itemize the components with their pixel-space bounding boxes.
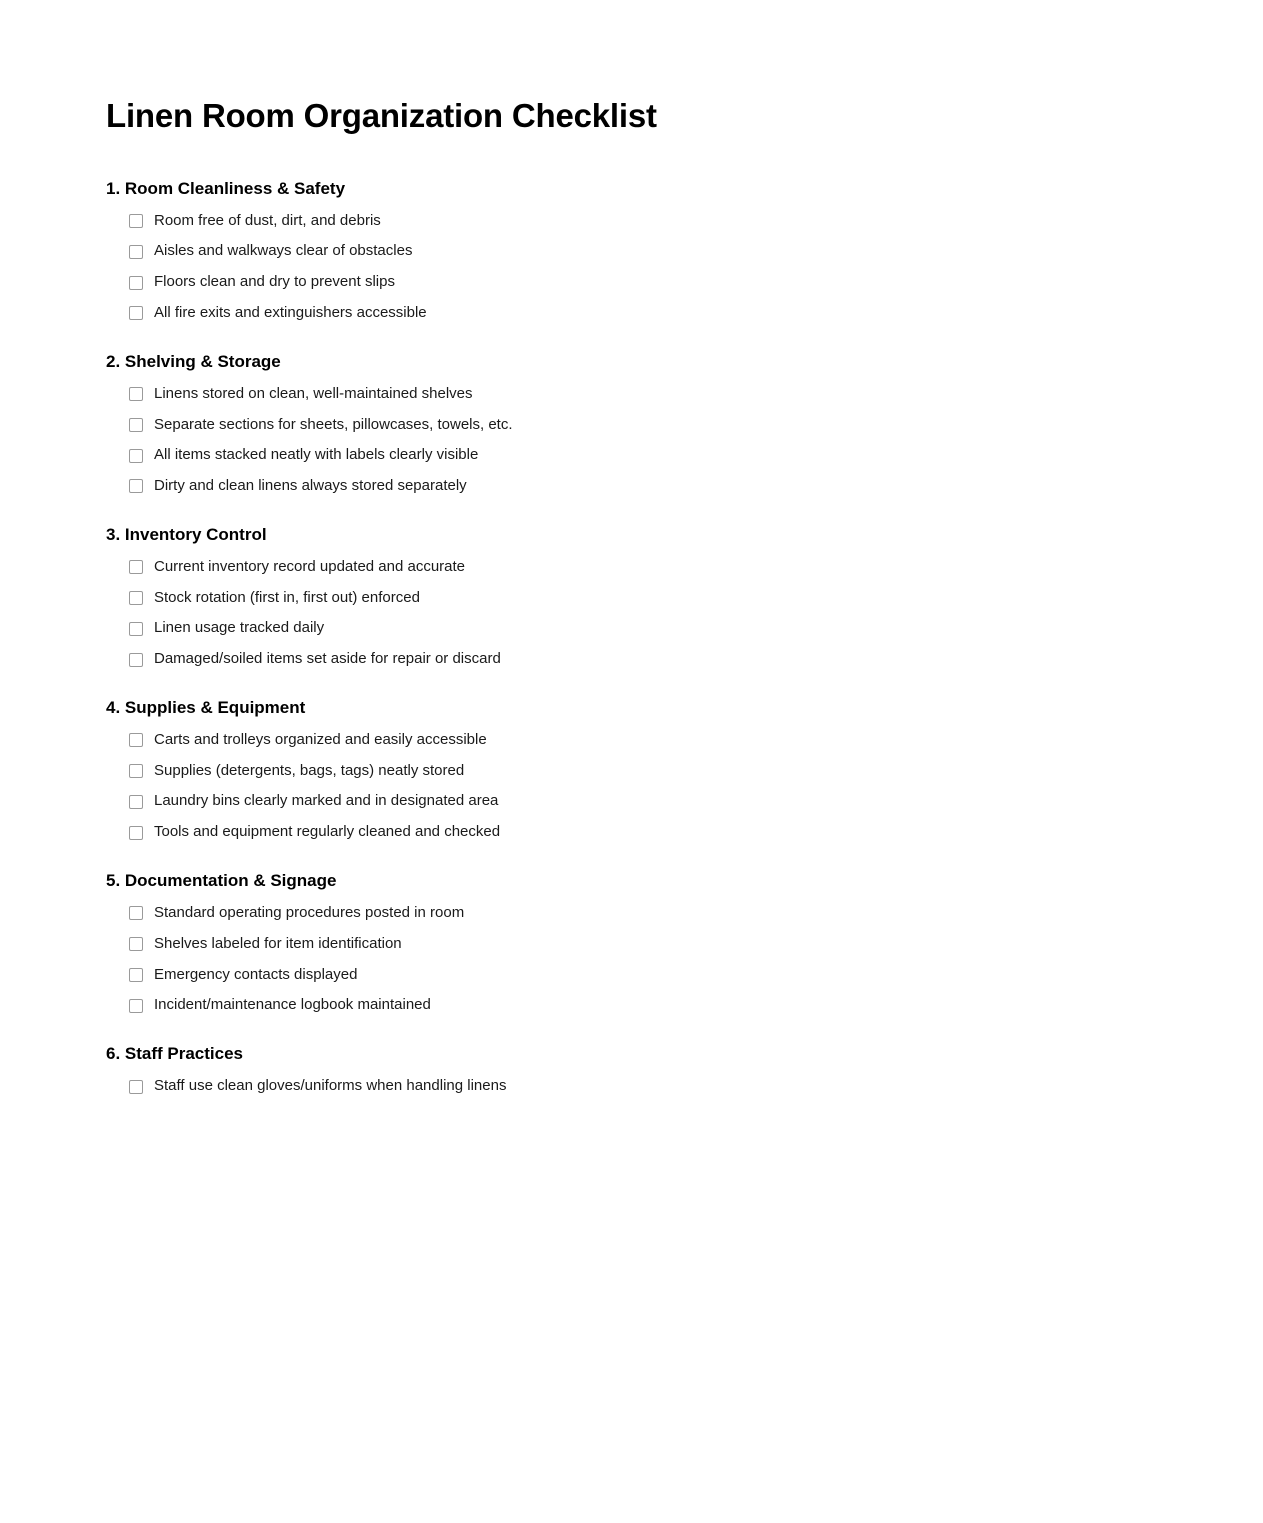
list-item-label: Staff use clean gloves/uniforms when handling linens: [154, 1077, 507, 1095]
list-item[interactable]: [106, 613, 1159, 644]
list-item[interactable]: [106, 817, 1159, 848]
list-item[interactable]: [106, 644, 1159, 675]
checkbox-icon[interactable]: [129, 560, 143, 574]
list-item[interactable]: [106, 1071, 1159, 1102]
list-item-label: Standard operating procedures posted in room: [154, 904, 465, 922]
checklist-section: [106, 337, 1159, 502]
list-item[interactable]: [106, 298, 1159, 329]
checkbox-icon[interactable]: [129, 276, 143, 290]
checkbox-icon[interactable]: [129, 387, 143, 401]
checkbox-icon[interactable]: [129, 906, 143, 920]
list-item-label: Shelves labeled for item identification: [154, 934, 402, 952]
checkbox-icon[interactable]: [129, 826, 143, 840]
list-item-label: Emergency contacts displayed: [154, 965, 358, 983]
list-item-label: Carts and trolleys organized and easily accessible: [154, 730, 487, 748]
list-item-label: Room free of dust, dirt, and debris: [154, 211, 381, 229]
checkbox-icon[interactable]: [129, 306, 143, 320]
section-heading: 2. Shelving & Storage: [106, 351, 281, 371]
list-item[interactable]: [106, 379, 1159, 410]
checklist-items: [106, 552, 1159, 675]
section-heading: 3. Inventory Control: [106, 524, 267, 544]
list-item[interactable]: [106, 725, 1159, 756]
checklist-items: [106, 898, 1159, 1021]
section-heading: 4. Supplies & Equipment: [106, 697, 306, 717]
list-item[interactable]: [106, 471, 1159, 502]
checklist-items: [106, 379, 1159, 502]
list-item[interactable]: [106, 929, 1159, 960]
list-item-label: Supplies (detergents, bags, tags) neatly stored: [154, 761, 465, 779]
list-item[interactable]: [106, 990, 1159, 1021]
checkbox-icon[interactable]: [129, 1080, 143, 1094]
section-heading: 5. Documentation & Signage: [106, 870, 337, 890]
checkbox-icon[interactable]: [129, 764, 143, 778]
list-item[interactable]: [106, 206, 1159, 237]
list-item[interactable]: [106, 583, 1159, 614]
list-item[interactable]: [106, 552, 1159, 583]
checkbox-icon[interactable]: [129, 449, 143, 463]
list-item[interactable]: [106, 236, 1159, 267]
list-item-label: Floors clean and dry to prevent slips: [154, 273, 395, 291]
checklist-items: [106, 206, 1159, 329]
page-title: Linen Room Organization Checklist: [106, 97, 657, 134]
list-item-label: Current inventory record updated and accurate: [154, 557, 466, 575]
checkbox-icon[interactable]: [129, 968, 143, 982]
checklist-items: [106, 725, 1159, 848]
checkbox-icon[interactable]: [129, 479, 143, 493]
list-item[interactable]: [106, 440, 1159, 471]
checklist-section: [106, 1029, 1159, 1102]
section-heading: 6. Staff Practices: [106, 1044, 244, 1064]
list-item[interactable]: [106, 267, 1159, 298]
checklist-section: [106, 510, 1159, 675]
checkbox-icon[interactable]: [129, 591, 143, 605]
list-item-label: All fire exits and extinguishers accessible: [154, 303, 427, 321]
checkbox-icon[interactable]: [129, 214, 143, 228]
checkbox-icon[interactable]: [129, 653, 143, 667]
list-item[interactable]: [106, 960, 1159, 991]
list-item[interactable]: [106, 410, 1159, 441]
list-item-label: Damaged/soiled items set aside for repair or discard: [154, 650, 501, 668]
list-item-label: Aisles and walkways clear of obstacles: [154, 242, 413, 260]
list-item-label: Incident/maintenance logbook maintained: [154, 996, 431, 1014]
list-item-label: Separate sections for sheets, pillowcases, towels, etc.: [154, 415, 513, 433]
checkbox-icon[interactable]: [129, 937, 143, 951]
checklist-section: [106, 164, 1159, 329]
list-item[interactable]: [106, 786, 1159, 817]
checkbox-icon[interactable]: [129, 622, 143, 636]
section-heading: 1. Room Cleanliness & Safety: [106, 178, 346, 198]
checkbox-icon[interactable]: [129, 418, 143, 432]
list-item-label: Linens stored on clean, well-maintained shelves: [154, 384, 473, 402]
list-item-label: Laundry bins clearly marked and in designated area: [154, 792, 499, 810]
checkbox-icon[interactable]: [129, 999, 143, 1013]
checklist-items: [106, 1071, 1159, 1102]
list-item-label: Dirty and clean linens always stored separately: [154, 477, 467, 495]
checklist-section: [106, 856, 1159, 1021]
list-item-label: Tools and equipment regularly cleaned and checked: [154, 823, 501, 841]
checkbox-icon[interactable]: [129, 795, 143, 809]
checkbox-icon[interactable]: [129, 733, 143, 747]
checkbox-icon[interactable]: [129, 245, 143, 259]
list-item-label: All items stacked neatly with labels clearly visible: [154, 446, 479, 464]
sections-container: [106, 164, 1159, 1102]
list-item-label: Stock rotation (first in, first out) enforced: [154, 588, 420, 606]
list-item[interactable]: [106, 898, 1159, 929]
list-item-label: Linen usage tracked daily: [154, 619, 325, 637]
list-item[interactable]: [106, 756, 1159, 787]
checklist-section: [106, 683, 1159, 848]
